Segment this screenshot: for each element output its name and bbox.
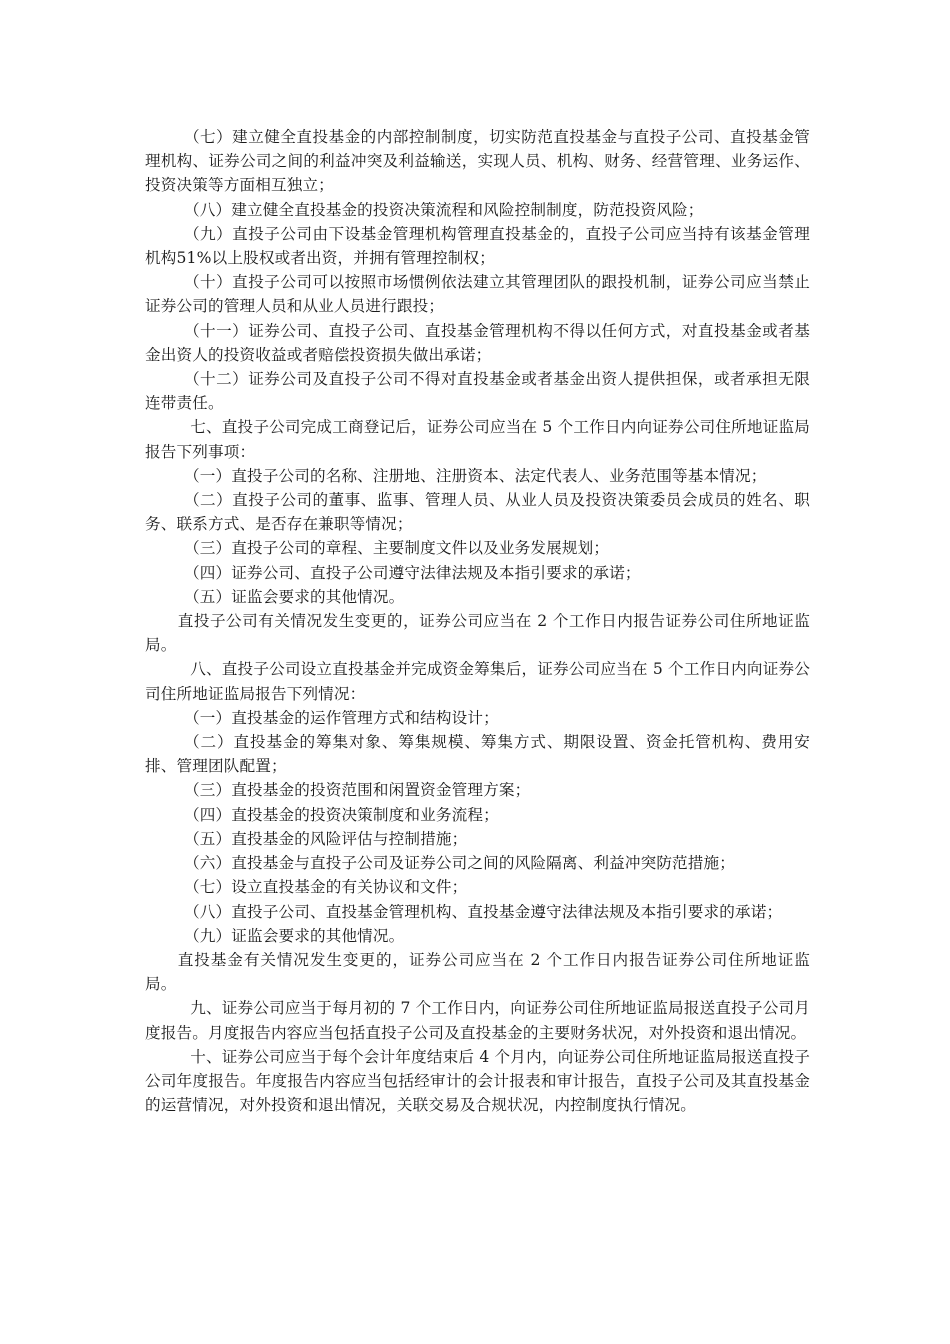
section-9-paragraph: 九、证券公司应当于每月初的 7 个工作日内，向证券公司住所地证监局报送直投子公司月度报告。月度报告内容应当包括直投子公司及直投基金的主要财务状况，对外投资和退出情况。 <box>145 999 810 1042</box>
section-7-item-1: （一）直投子公司的名称、注册地、注册资本、法定代表人、业务范围等基本情况； <box>184 466 767 485</box>
section-8-item-8: （八）直投子公司、直投基金管理机构、直投基金遵守法律法规及本指引要求的承诺； <box>184 902 783 921</box>
paragraph-item-10: （十）直投子公司可以按照市场惯例依法建立其管理团队的跟投机制，证券公司应当禁止证券公司的管理人员和从业人员进行跟投； <box>145 273 810 316</box>
section-8-item-5: （五）直投基金的风险评估与控制措施； <box>184 829 468 848</box>
section-10-paragraph: 十、证券公司应当于每个会计年度结束后 4 个月内，向证券公司住所地证监局报送直投子公司年度报告。年度报告内容应当包括经审计的会计报表和审计报告，直投子公司及其直投基金的运营情况，对外投资和退出情况，关联交易及合规状况，内控制度执行情况。 <box>145 1047 810 1115</box>
paragraph-item-7: （七）建立健全直投基金的内部控制制度，切实防范直投基金与直投子公司、直投基金管理机构、证券公司之间的利益冲突及利益输送，实现人员、机构、财务、经营管理、业务运作、投资决策等方面相互独立； <box>145 128 810 195</box>
section-8-item-6: （六）直投基金与直投子公司及证券公司之间的风险隔离、利益冲突防范措施； <box>184 854 736 873</box>
section-8-heading: 八、直投子公司设立直投基金并完成资金筹集后，证券公司应当在 5 个工作日内向证券公司住所地证监局报告下列情况： <box>145 660 810 703</box>
section-7-item-4: （四）证券公司、直投子公司遵守法律法规及本指引要求的承诺； <box>184 563 641 582</box>
document-body <box>145 125 810 1117</box>
section-8-item-9: （九）证监会要求的其他情况。 <box>184 926 405 945</box>
paragraph-item-11: （十一）证券公司、直投子公司、直投基金管理机构不得以任何方式，对直投基金或者基金出资人的投资收益或者赔偿投资损失做出承诺； <box>145 321 810 364</box>
section-7-item-3: （三）直投子公司的章程、主要制度文件以及业务发展规划； <box>184 539 610 558</box>
paragraph-item-9: （九）直投子公司由下设基金管理机构管理直投基金的，直投子公司应当持有该基金管理机构51%以上股权或者出资，并拥有管理控制权； <box>145 224 810 268</box>
section-7-item-5: （五）证监会要求的其他情况。 <box>184 587 405 606</box>
section-7-heading: 七、直投子公司完成工商登记后，证券公司应当在 5 个工作日内向证券公司住所地证监局报告下列事项： <box>145 418 810 461</box>
section-7-change-note: 直投子公司有关情况发生变更的，证券公司应当在 2 个工作日内报告证券公司住所地证监局。 <box>145 612 810 655</box>
section-8-item-4: （四）直投基金的投资决策制度和业务流程； <box>184 805 499 824</box>
section-8-change-note: 直投基金有关情况发生变更的，证券公司应当在 2 个工作日内报告证券公司住所地证监局。 <box>145 950 810 994</box>
section-7-item-2: （二）直投子公司的董事、监事、管理人员、从业人员及投资决策委员会成员的姓名、职务、联系方式、是否存在兼职等情况； <box>145 491 810 534</box>
section-8-item-3: （三）直投基金的投资范围和闲置资金管理方案； <box>184 781 531 800</box>
section-8-item-2: （二）直投基金的筹集对象、筹集规模、筹集方式、期限设置、资金托管机构、费用安排、管理团队配置； <box>145 733 810 776</box>
paragraph-item-8: （八）建立健全直投基金的投资决策流程和风险控制制度，防范投资风险； <box>184 200 704 219</box>
section-8-item-1: （一）直投基金的运作管理方式和结构设计； <box>184 708 499 727</box>
paragraph-item-12: （十二）证券公司及直投子公司不得对直投基金或者基金出资人提供担保，或者承担无限连带责任。 <box>145 370 810 413</box>
section-8-item-7: （七）设立直投基金的有关协议和文件； <box>184 878 468 897</box>
